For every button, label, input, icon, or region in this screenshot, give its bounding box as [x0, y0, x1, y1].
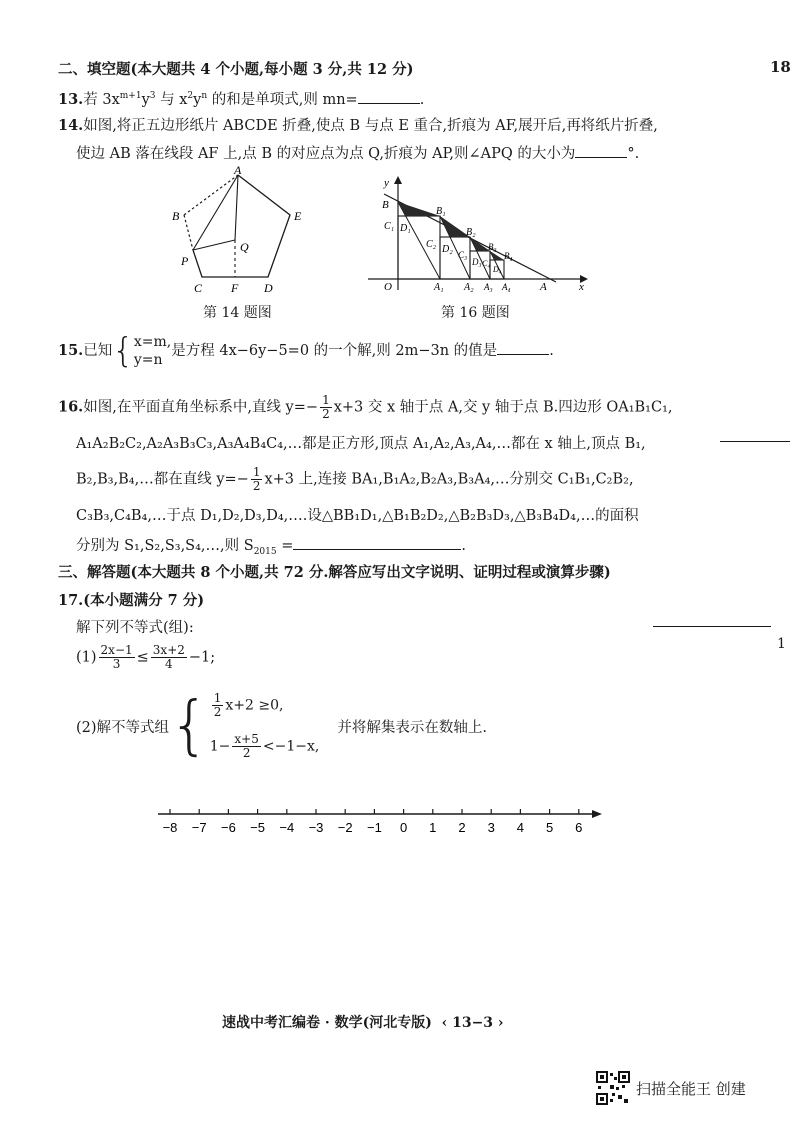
- label-d1: D₁: [400, 223, 411, 234]
- label-b1: B₁: [436, 206, 446, 217]
- number-line-label: 0: [399, 820, 408, 835]
- label-o: O: [384, 281, 392, 293]
- question-16-line-3: [76, 466, 634, 493]
- q14-answer-blank[interactable]: [575, 143, 627, 158]
- number-line-label: 2: [458, 820, 466, 835]
- label-c2: C₂: [426, 239, 437, 250]
- margin-rule-2: [720, 441, 790, 442]
- q14-line-1-text: 如图,将正五边形纸片 ABCDE 折叠,使点 B 与点 E 重合,折痕为 AF,展开后,再将纸片折叠,: [83, 118, 658, 134]
- number-line-label: 3: [487, 820, 495, 835]
- q15-pre: 已知: [83, 343, 113, 359]
- label-c: C: [194, 281, 203, 295]
- fold-line-ap: [193, 175, 238, 250]
- q17-p2-ineq-2: [210, 733, 320, 760]
- number-line-label: 1: [429, 820, 437, 835]
- question-14-line-2: [76, 142, 639, 163]
- q16-line-2: A₁A₂B₂C₂,A₂A₃B₃C₃,A₃A₄B₄C₄,…都是正方形,顶点 A₁,A₂,A₃,A₄,…都在 x 轴上,顶点 B₁,: [76, 436, 646, 452]
- figure-14-pentagon: [170, 165, 320, 295]
- number-line-label: 6: [575, 820, 583, 835]
- q16-line-5-a: 分别为 S₁,S₂,S₃,S₄,…,则 S: [76, 538, 254, 554]
- q16-line-5-b: =: [276, 538, 294, 554]
- q16-frac-1-den: 2: [322, 407, 330, 421]
- q13-sup-d: n: [201, 91, 208, 102]
- number-line-label: 4: [516, 820, 525, 835]
- number-line: [150, 800, 610, 840]
- question-16-line-4: [76, 504, 639, 525]
- label-c4: C₄: [482, 259, 491, 268]
- q17-p1-f1-num: 2x−1: [100, 643, 133, 657]
- q17-p2-e1-tail: x+2 ≥0,: [225, 697, 284, 714]
- number-line-label: 5: [545, 820, 554, 835]
- number-line-label: −2: [337, 820, 353, 835]
- q17-p1-f2-num: 3x+2: [152, 643, 185, 657]
- question-14-number: 14.: [58, 117, 84, 134]
- footer: [222, 1012, 504, 1032]
- q17-p2-e1-den: 2: [213, 705, 222, 719]
- number-line-label: −7: [191, 820, 207, 835]
- question-16-line-1: [58, 394, 673, 421]
- label-y: y: [384, 177, 389, 189]
- label-f: F: [231, 281, 239, 295]
- q15-end: .: [549, 343, 554, 359]
- label-c1: C₁: [384, 221, 395, 232]
- q17-p2-e2-tail: <−1−x,: [262, 738, 320, 755]
- section-2-title: 二、填空题(本大题共 4 个小题,每小题 3 分,共 12 分): [58, 61, 414, 78]
- label-e: E: [294, 209, 302, 223]
- q15-eq-1: x=m,: [133, 334, 172, 350]
- q17-p2-e2-fraction: [232, 733, 260, 760]
- question-13: [58, 88, 424, 109]
- label-p: P: [181, 254, 189, 268]
- question-15: [58, 333, 554, 369]
- question-17-title: 17.(本小题满分 7 分): [58, 592, 205, 609]
- q17-p2-brace: {: [169, 689, 210, 763]
- label-c3: C₃: [458, 250, 468, 260]
- qr-code-icon: [596, 1071, 630, 1105]
- number-line-arrow: [592, 810, 602, 818]
- q16-line-4: C₃B₃,C₄B₄,…于点 D₁,D₂,D₃,D₄,….设△BB₁D₁,△B₁B₂D₂,△B₂B₃D₃,△B₃B₄D₄,…的面积: [76, 508, 639, 524]
- q16-frac-1-num: 1: [322, 393, 330, 407]
- q16-s-subscript: 2015: [253, 546, 277, 557]
- question-16-line-2: [76, 432, 646, 453]
- label-d4: D₄: [493, 265, 502, 274]
- q17-p2-e2-den: 2: [242, 746, 251, 760]
- label-q: Q: [240, 240, 249, 254]
- q13-text-a: 若 3x: [83, 92, 120, 108]
- label-d: D: [264, 281, 273, 295]
- q17-p2-ineq-1: [210, 692, 320, 719]
- q16-fraction-2: [251, 466, 263, 493]
- q17-p1-f1-den: 3: [112, 657, 121, 671]
- label-a4: A₄: [502, 282, 511, 292]
- q17-p2-e1-num: 1: [213, 691, 222, 705]
- q13-sup-b: 3: [149, 91, 156, 102]
- label-d3: D₃: [472, 257, 482, 267]
- q15-post: 是方程 4x−6y−5=0 的一个解,则 2m−3n 的值是: [171, 343, 498, 359]
- number-line-label: −1: [366, 820, 382, 835]
- segment-pq: [193, 240, 235, 250]
- margin-mark: 1: [777, 636, 786, 652]
- q15-eq-2: y=n: [133, 352, 163, 368]
- number-line-label: −4: [279, 820, 295, 835]
- segment-aq: [235, 175, 238, 240]
- number-line-label: −3: [308, 820, 324, 835]
- q13-text-c: 与 x: [155, 92, 188, 108]
- q16-line-1-b: x+3 交 x 轴于点 A,交 y 轴于点 B.四边形 OA₁B₁C₁,: [333, 399, 673, 416]
- q13-text-e: 的和是单项式,则 mn=: [207, 92, 358, 108]
- label-b2: B₂: [466, 227, 476, 238]
- watermark-text: 扫描全能王 创建: [636, 1080, 746, 1098]
- q15-answer-blank[interactable]: [497, 340, 549, 355]
- q17-p1-f2-den: 4: [165, 657, 173, 671]
- q16-frac-2-den: 2: [252, 479, 261, 493]
- q16-line-3-b: x+3 上,连接 BA₁,B₁A₂,B₂A₃,B₃A₄,…分别交 C₁B₁,C₂B₂,: [264, 471, 634, 488]
- label-b4: B₄: [504, 251, 513, 261]
- edge-bp-dashed: [184, 215, 193, 250]
- question-17-part-1: [76, 644, 215, 671]
- q17-p2-e1-fraction: [212, 692, 224, 719]
- question-13-number: 13.: [58, 91, 84, 108]
- q16-answer-blank[interactable]: [293, 535, 461, 550]
- page-number: 18: [770, 58, 791, 76]
- question-17-part-2: [76, 689, 487, 763]
- q17-p1-fraction-2: [151, 644, 187, 671]
- q17-p1-tail: −1;: [188, 649, 216, 666]
- q17-p1-relation: ≤: [136, 649, 149, 666]
- q16-frac-2-num: 1: [252, 465, 261, 479]
- footer-page: ‹ 13−3 ›: [441, 1015, 504, 1031]
- label-a3: A₃: [484, 282, 493, 292]
- margin-rule: [653, 626, 771, 627]
- q17-p2-e2-head: 1−: [209, 738, 231, 755]
- figure-16-coordinate-plot: [362, 172, 590, 294]
- label-a2: A₂: [464, 282, 474, 293]
- question-17-intro: 解下列不等式(组):: [76, 620, 194, 636]
- q17-p1-fraction-1: [99, 644, 135, 671]
- q17-p2-post: 并将解集表示在数轴上.: [337, 719, 487, 736]
- q17-p2-system: [210, 692, 320, 760]
- q13-text-b: y: [141, 92, 150, 108]
- label-a: A: [540, 281, 547, 293]
- figure-14-caption: 第 14 题图: [203, 305, 272, 321]
- number-line-label: −8: [162, 820, 178, 835]
- q14-line-2-text: 使边 AB 落在线段 AF 上,点 B 的对应点为点 Q,折痕为 AP,则∠APQ 的大小为: [76, 146, 576, 162]
- q17-p2-e2-num: x+5: [234, 732, 259, 746]
- label-d2: D₂: [442, 244, 453, 255]
- label-b: B: [382, 199, 389, 211]
- label-b: B: [172, 209, 180, 223]
- edge-ab-dashed: [184, 175, 238, 215]
- q13-end: .: [419, 92, 425, 108]
- q16-end: .: [461, 538, 466, 554]
- q17-p1-label: (1): [76, 649, 97, 666]
- q17-p2-label: (2)解不等式组: [76, 719, 170, 736]
- question-16-number: 16.: [58, 398, 84, 416]
- section-3-title: 三、解答题(本大题共 8 个小题,共 72 分.解答应写出文字说明、证明过程或演算步骤): [58, 564, 611, 581]
- q13-answer-blank[interactable]: [358, 89, 420, 104]
- question-15-number: 15.: [58, 342, 84, 359]
- question-16-line-5: [76, 534, 466, 557]
- label-x: x: [579, 281, 584, 293]
- question-14-line-1: [58, 114, 658, 135]
- q14-end: °.: [627, 146, 640, 162]
- q15-system: [134, 333, 171, 369]
- q13-sup-c: 2: [187, 91, 194, 102]
- label-a: A: [234, 165, 242, 177]
- footer-title: 速战中考汇编卷 · 数学(河北专版): [222, 1015, 432, 1031]
- figure-16-caption: 第 16 题图: [441, 305, 510, 321]
- q13-sup-a: m+1: [119, 91, 142, 102]
- number-line-ticks: [163, 809, 583, 835]
- number-line-label: −5: [250, 820, 266, 835]
- number-line-label: −6: [220, 820, 236, 835]
- q16-line-1-a: 如图,在平面直角坐标系中,直线 y=−: [83, 399, 319, 416]
- label-a1: A₁: [434, 282, 444, 293]
- q16-fraction-1: [320, 394, 332, 421]
- q13-text-d: y: [193, 92, 202, 108]
- q15-brace: {: [112, 331, 134, 371]
- y-axis-arrow: [394, 176, 402, 184]
- label-b3: B₃: [488, 242, 497, 252]
- triangle-s1: [398, 202, 440, 216]
- q16-line-3-a: B₂,B₃,B₄,…都在直线 y=−: [76, 471, 249, 488]
